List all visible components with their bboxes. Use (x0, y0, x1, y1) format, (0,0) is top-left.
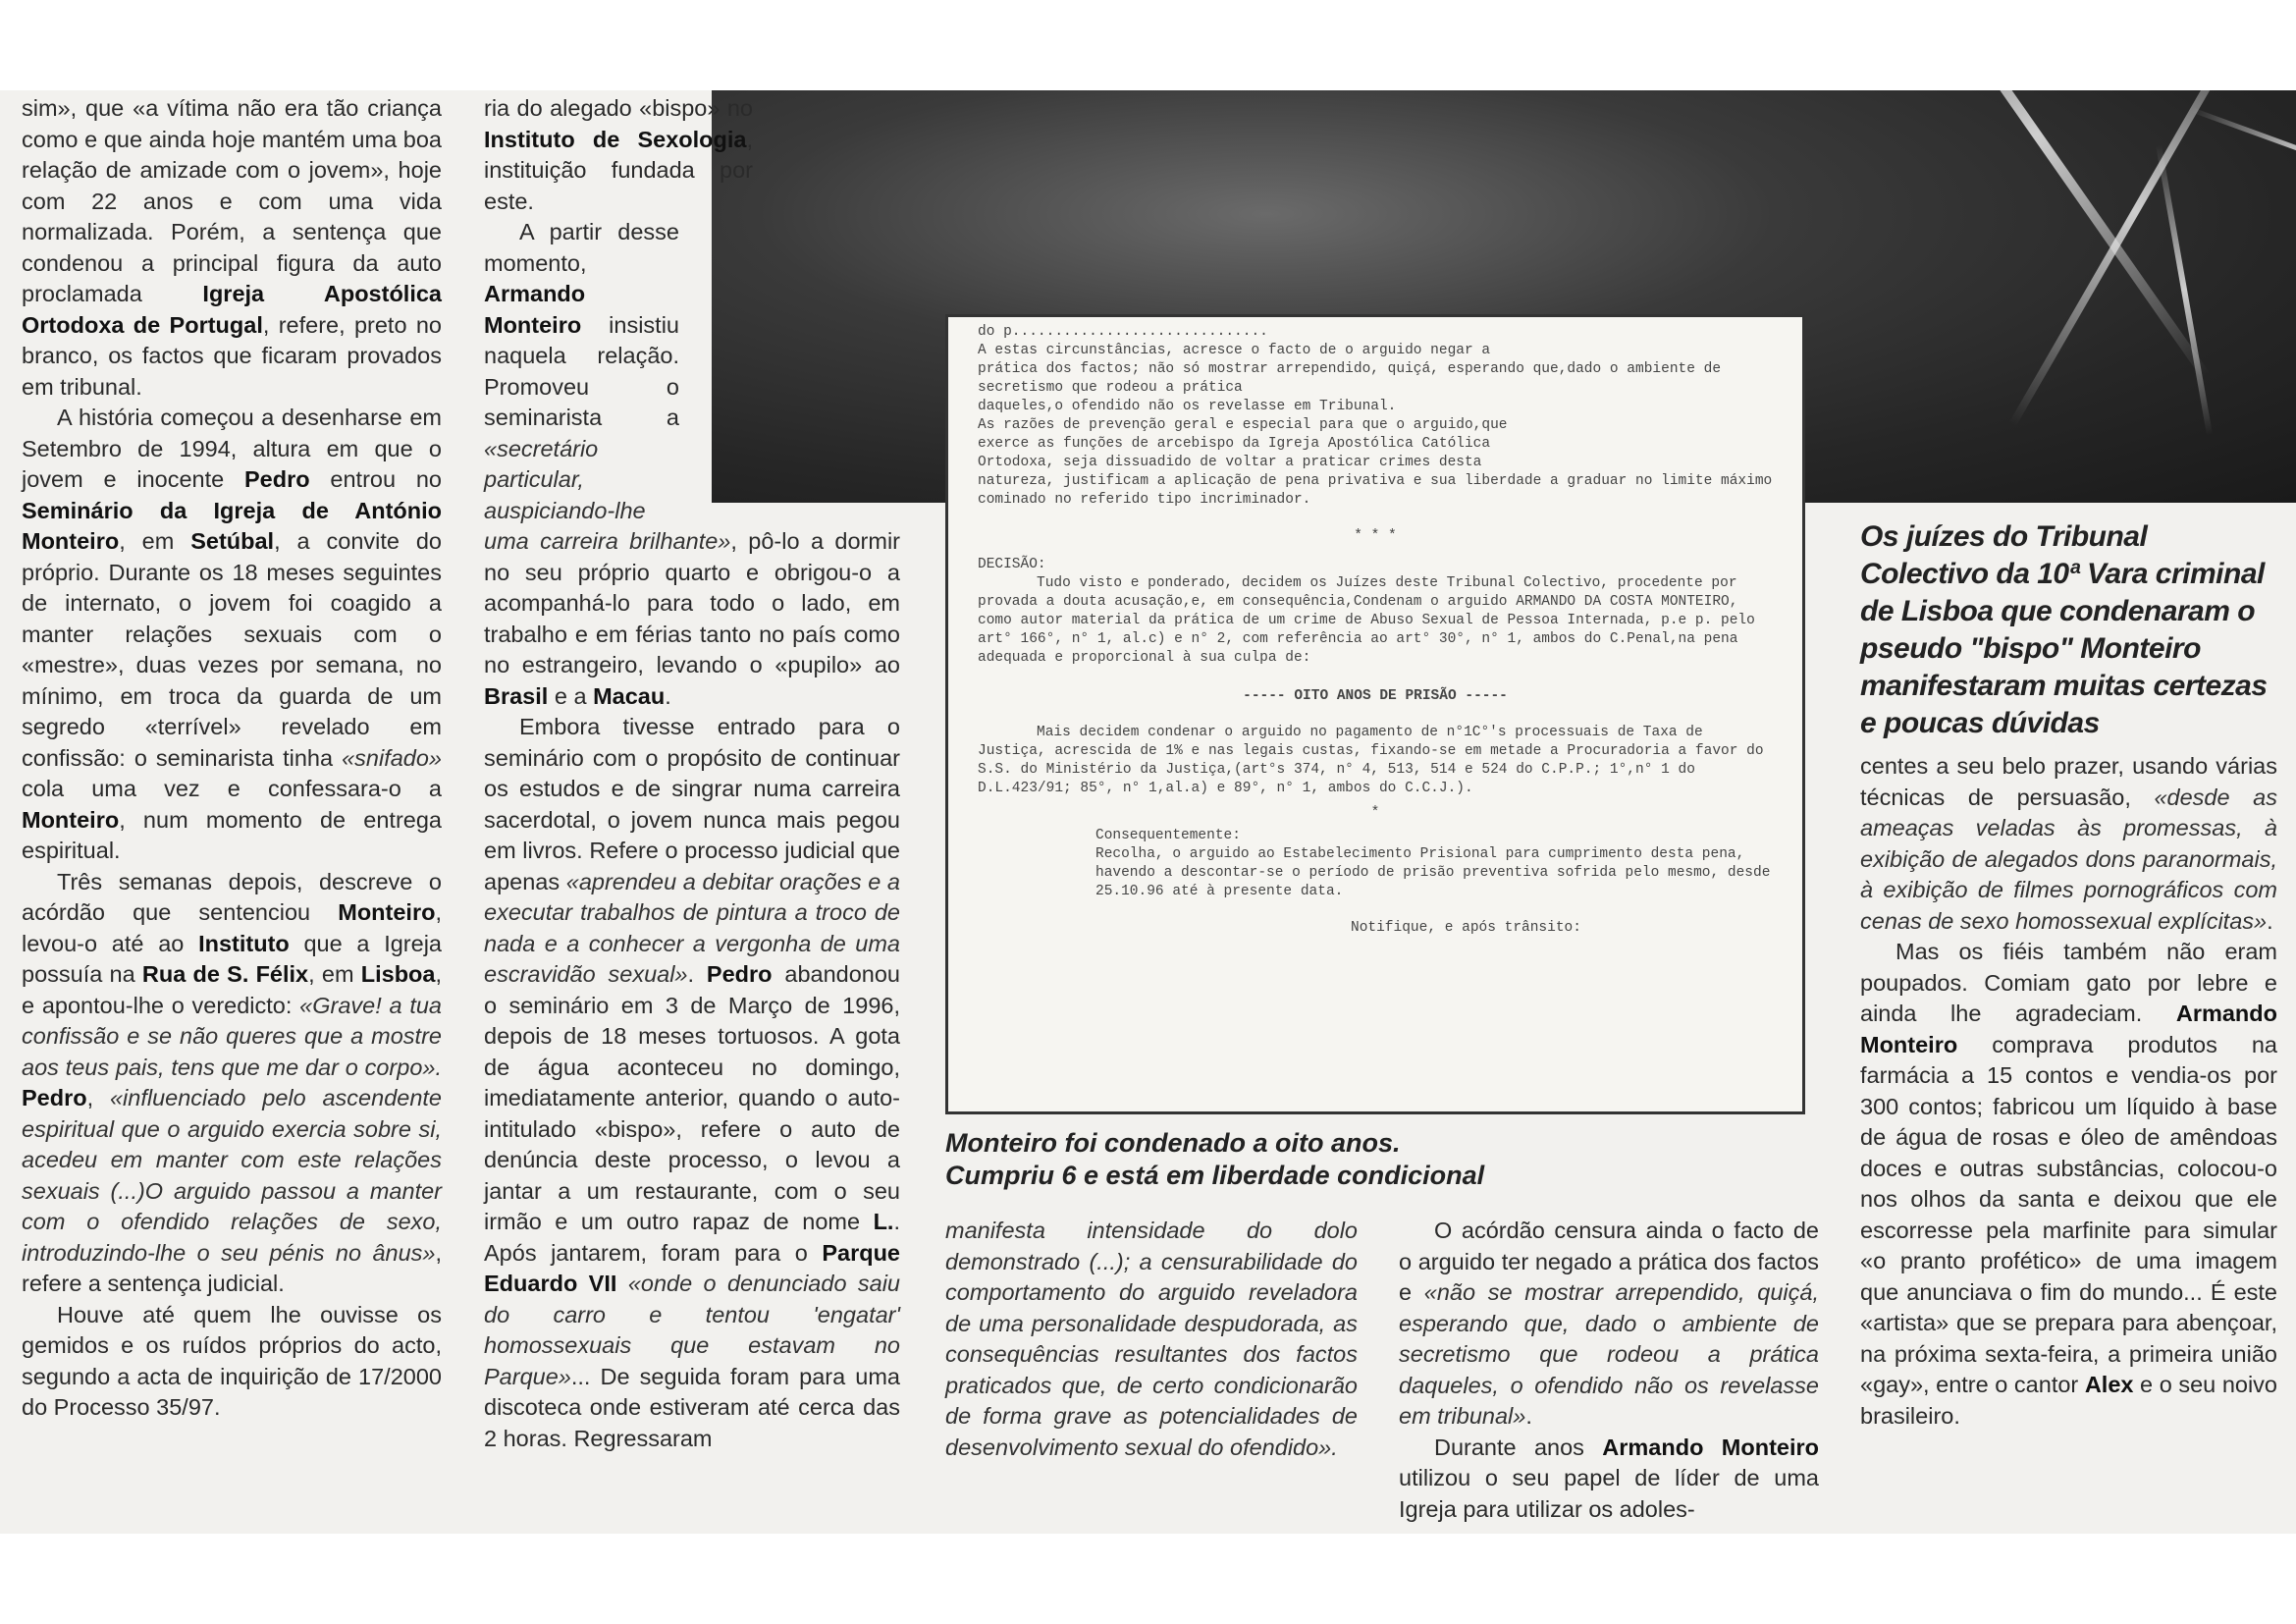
doc-line: do p.............................. (978, 324, 1268, 340)
doc-consequence-heading: Consequentemente: (1095, 828, 1241, 843)
doc-line: natureza, justificam a aplicação de pena privativa e sua liberdade a graduar no limite máximo cominado no referido tipo incriminador. (978, 473, 1781, 508)
doc-line: Ortodoxa, seja dissuadido de voltar a praticar crimes desta (978, 455, 1482, 470)
paragraph: A partir desse momento, Armando Monteiro insistiu naquela relação. Promoveu o seminarista a «secretário particular, auspiciando-lhe uma carreira brilhante», pô-lo a dormir no seu próprio quarto e obrigou-o a acompanhá-lo para todo o lado, em trabalho e em férias tanto no país como no estrangeiro, levando o «pupilo» ao Brasil e a Macau. (484, 219, 900, 709)
article-column-1 (22, 93, 442, 1424)
paragraph: Durante anos Armando Monteiro utilizou o seu papel de líder de uma Igreja para utilizar os adoles- (1399, 1434, 1819, 1522)
doc-line: daqueles,o ofendido não os revelasse em Tribunal. (978, 399, 1397, 414)
paragraph: Mas os fiéis também não eram poupados. Comiam gato por lebre e ainda lhe agradeciam. Armando Monteiro comprava produtos na farmácia a 15 contos e vendia-os por 300 contos; fabricou um líquido à base de água de rosas e óleo de amêndoas doces e outras substâncias, colocou-o nos olhos da santa e deixou que ele escorresse pela marfinite para simular «o pranto profético» de uma imagem que anunciava o fim do mundo... É este «artista» que se prepara para abençoar, na próxima sexta-feira, a primeira união «gay», entre o cantor Alex e o seu noivo brasileiro. (1860, 939, 2277, 1429)
paragraph: O acórdão censura ainda o facto de o arguido ter negado a prática dos factos e «não se mostrar arrependido, quiçá, esperando que, dado o ambiente de secretismo que rodeou a prática daqueles, o ofendido não os revelasse em tribunal». (1399, 1218, 1819, 1429)
paragraph: A história começou a desenharse em Setembro de 1994, altura em que o jovem e inocente Pedro entrou no Seminário da Igreja de António Monteiro, em Setúbal, a convite do próprio. Durante os 18 meses seguintes de internato, o jovem foi coagido a manter relações sexuais com o «mestre», duas vezes por semana, no mínimo, em troca da guarda de um segredo «terrível» revelado em confissão: o seminarista tinha «snifado» cola uma vez e confessara-o a Monteiro, num momento de entrega espiritual. (22, 405, 442, 863)
paragraph: ria do alegado «bispo» no Instituto de Sexologia, instituição fundada por este. (484, 95, 753, 214)
paragraph: manifesta intensidade do dolo demonstrado (...); a censurabilidade do comportamento do arguido reveladora de uma personalidade despudorada, as consequências resultantes dos factos praticados que, de certo condicionarão de forma grave as potencialidades de desenvolvimento sexual do ofendido». (945, 1218, 1358, 1460)
doc-star: * (1370, 805, 1380, 821)
doc-costs-text: Mais decidem condenar o arguido no pagamento de n°1C°'s processuais de Taxa de Justiça, acrescida de 1% e nas legais custas, fixando-se em metade a Procuradoria a favor do S.S. do Ministério da Justiça,(art°s 374, n° 4, 513, 514 e 524 do C.P.P.; 1°,n° 1 do D.L.423/91; 85°, n° 1,al.a) e 89°, n° 1, ambos do C.C.J.). (978, 725, 1773, 796)
doc-consequence-text: Recolha, o arguido ao Estabelecimento Prisional para cumprimento desta pena, havendo a descontar-se o período de prisão preventiva sofrida pelo mesmo, desde 25.10.96 até à presente data. (1095, 846, 1780, 899)
doc-line: prática dos factos; não só mostrar arrependido, quiçá, esperando que,dado o ambiente de secretismo que rodeou a prática (978, 361, 1730, 396)
doc-decision-heading: DECISÃO: (978, 557, 1046, 572)
court-document-excerpt (945, 314, 1805, 1114)
paragraph: Houve até quem lhe ouvisse os gemidos e os ruídos próprios do acto, segundo a acta de inquirição de 17/2000 do Processo 35/97. (22, 1301, 442, 1420)
article-column-2 (484, 93, 900, 1454)
article-column-5 (1860, 751, 2277, 1432)
document-caption (945, 1127, 1829, 1192)
doc-notify: Notifique, e após trânsito: (1351, 920, 1581, 936)
paragraph: centes a seu belo prazer, usando várias técnicas de persuasão, «desde as ameaças veladas às promessas, à exibição de alegados dons paranormais, à exibição de filmes pornográficos com cenas de sexo homossexual explícitas». (1860, 753, 2277, 934)
paragraph: Embora tivesse entrado para o seminário com o propósito de continuar os estudos e de singrar numa carreira sacerdotal, o jovem nunca mais pegou em livros. Refere o processo judicial que apenas «aprendeu a debitar orações e a executar trabalhos de pintura a troco de nada e a conhecer a vergonha de uma escravidão sexual». Pedro abandonou o seminário em 3 de Março de 1996, depois de 18 meses tortuosos. A gota de água aconteceu no domingo, imediatamente anterior, quando o auto-intitulado «bispo», refere o auto de denúncia deste processo, o levou a jantar a um restaurante, com o seu irmão e um outro rapaz de nome L.. Após jantarem, foram para o Parque Eduardo VII «onde o denunciado saiu do carro e tentou 'engatar' homossexuais que estavam no Parque»... De seguida foram para uma discoteca onde estiveram até cerca das 2 horas. Regressaram (484, 714, 900, 1451)
article-column-3 (945, 1216, 1358, 1463)
doc-line: A estas circunstâncias, acresce o facto de o arguido negar a (978, 343, 1491, 358)
document-caption-line-1: Monteiro foi condenado a oito anos. (945, 1128, 1401, 1158)
doc-line: As razões de prevenção geral e especial para que o arguido,que (978, 417, 1508, 433)
document-caption-line-2: Cumpriu 6 e está em liberdade condicional (945, 1161, 1485, 1190)
doc-line: exerce as funções de arcebispo da Igreja Apostólica Católica (978, 436, 1491, 452)
photo-caption: Os juízes do Tribunal Colectivo da 10ª Vara criminal de Lisboa que condenaram o pseudo "bispo" Monteiro manifestaram muitas certezas e poucas dúvidas (1860, 520, 2268, 739)
paragraph: Três semanas depois, descreve o acórdão que sentenciou Monteiro, levou-o até ao Instituto que a Igreja possuía na Rua de S. Félix, em Lisboa, e apontou-lhe o veredicto: «Grave! a tua confissão e se não queres que a mostre aos teus pais, tens que me dar o corpo». Pedro, «influenciado pelo ascendente espiritual que o arguido exercia sobre si, acedeu em manter com este relações sexuais (...)O arguido passou a manter com o ofendido relações de sexo, introduzindo-lhe o seu pénis no ânus», refere a sentença judicial. (22, 868, 442, 1296)
article-column-4 (1399, 1216, 1819, 1525)
doc-sentence: ----- OITO ANOS DE PRISÃO ----- (1243, 688, 1508, 704)
doc-decision-text: Tudo visto e ponderado, decidem os Juízes deste Tribunal Colectivo, procedente por provada a douta acusação,e, em consequência,Condenam o arguido ARMANDO DA COSTA MONTEIRO, como autor material da prática de um crime de Abuso Sexual de Pessoa Internada, p.e p. pelo art° 166°, n° 1, al.c) e n° 2, com referência ao art° 30°, n° 1, ambos do C.Penal,na pena adequada e proporcional à sua culpa de: (978, 575, 1764, 666)
paragraph: sim», que «a vítima não era tão criança como e que ainda hoje mantém uma boa relação de amizade com o jovem», hoje com 22 anos e com uma vida normalizada. Porém, a sentença que condenou a principal figura da auto proclamada Igreja Apostólica Ortodoxa de Portugal, refere, preto no branco, os factos que ficaram provados em tribunal. (22, 95, 442, 400)
doc-stars: * * * (1354, 528, 1397, 544)
